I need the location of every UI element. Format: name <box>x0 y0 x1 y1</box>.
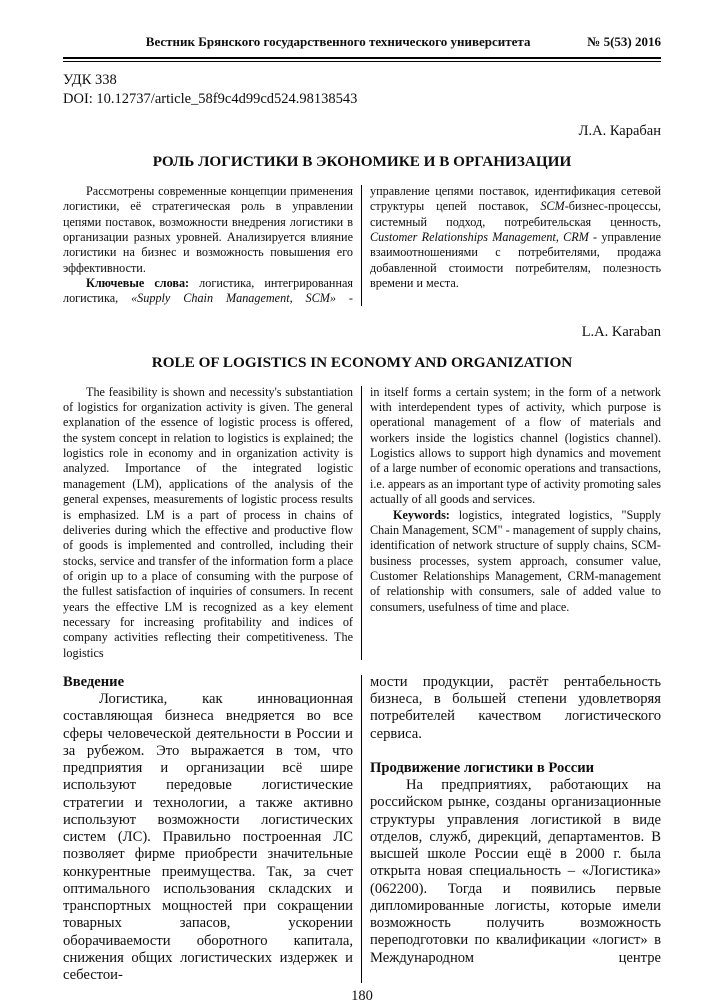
author-name-ru: Л.А. Карабан <box>578 123 661 139</box>
page-number: 180 <box>351 988 373 1004</box>
body-paragraph: На предприятиях, работающих на российском рынке, созданы организационные структуры управления логистикой в виде отделов, служб, дирекций, департаментов. В высшей школе России ещё в 2000 г. была открыта новая специальность – «Логистика» (062200). Тогда и появились первые дипломированные логисты, которые имели возможность получить возможность переподготовки по квалификации «логист» в Международном центре <box>370 777 661 966</box>
column-divider <box>361 185 362 306</box>
abstract-en <box>63 385 661 661</box>
body-paragraph-cont: мости продукции, растёт рентабельность бизнеса, в большей степени удовлетворяя потребителей качеством логистического сервиса. <box>370 673 661 742</box>
abstract-en-right-column <box>370 385 661 661</box>
body-right-column <box>370 674 661 985</box>
article-meta <box>63 71 661 109</box>
author-name-en: L.A. Karaban <box>581 323 661 340</box>
abstract-ru-keywords: Ключевые слова: логистика, интегрированная логистика, «Supply Chain Management, SCM» - <box>63 276 353 306</box>
udc-code: УДК 338 <box>63 72 117 88</box>
abstract-ru-right-column <box>370 184 661 307</box>
article-title-ru: РОЛЬ ЛОГИСТИКИ В ЭКОНОМИКЕ И В ОРГАНИЗАЦИИ <box>152 153 572 170</box>
header-double-rule <box>63 57 661 62</box>
abstract-ru-paragraph-cont: управление цепями поставок, идентификация сетевой структуры цепей поставок, SCM-бизнес-процессы, системный подход, потребительская ценность, Customer Relationships Management, CRM - управление взаимоотношениями с потребителями, продажа добавленной стоимости потребителям, полезность времени и места. <box>370 184 661 291</box>
body-paragraph: Логистика, как инновационная составляющая бизнеса внедряется во все сферы человеческой деятельности в России и за рубежом. Это выражается в том, что предприятия и организации всё шире используют передовые логистические стратегии и технологии, а также активно используют возможности логистических систем (ЛС). Правильно построенная ЛС позволяет фирме приобрести значительные конкурентные преимущества. Так, за счет оптимального использования складских и транспортных мощностей при сокращении товарных запасов, ускорении оборачиваемости оборотного капитала, снижения общих логистических издержек и себестои- <box>63 691 353 984</box>
section-heading-promotion: Продвижение логистики в России <box>370 759 595 776</box>
journal-title: Вестник Брянского государственного технического университета <box>145 34 531 49</box>
abstract-ru-paragraph: Рассмотрены современные концепции применения логистики, её стратегическая роль в управлении цепями поставок, возможности внедрения логистики в организации разных уровней. Анализируется влияние логистики на бизнес и возможность повышения его эффективности. <box>63 184 353 275</box>
section-heading-introduction: Введение <box>63 673 125 690</box>
abstract-ru-left-column <box>63 184 353 307</box>
article-title-en: ROLE OF LOGISTICS IN ECONOMY AND ORGANIZATION <box>151 353 573 371</box>
article-body <box>63 674 661 985</box>
body-left-column <box>63 674 353 985</box>
abstract-en-paragraph-cont: in itself forms a certain system; in the form of a network with interdependent types of activity, which purpose is operational management of a flow of materials and workers inside the logistics channel (logistics channel). Logistics allows to support high dynamics and movement of a large number of economic operations and transactions, i.e. appears as an important type of activity promoting sales actually of all goods and services. <box>370 384 661 507</box>
abstract-ru <box>63 184 661 307</box>
abstract-en-keywords: Keywords: logistics, integrated logistics, "Supply Chain Management, SCM" - management of supply chains, identification of network structure of supply chains, SCM-business processes, system approach, consumer value, Customer Relationships Management, CRM-management of relationship with consumers, sale of added value to consumers, usefulness of time and place. <box>370 507 661 614</box>
running-head <box>63 34 661 49</box>
issue-number: № 5(53) 2016 <box>587 34 661 49</box>
abstract-en-left-column <box>63 385 353 661</box>
column-divider <box>361 675 362 984</box>
doi-line: DOI: 10.12737/article_58f9c4d99cd524.98138543 <box>63 91 358 107</box>
column-divider <box>361 386 362 660</box>
abstract-en-paragraph: The feasibility is shown and necessity's substantiation of logistics for organization activity is given. The general explanation of the essence of logistic process is offered, the system concept in relation to logistics is explained; the logistics role in economy and in organization activity is analyzed. Importance of the integrated logistic management (LM), applications of the analysis of the general expenses, measurements of logistic process results is emphasized. LM is a part of process in chains of deliveries during which the effective and productive flow of goods is implemented and controlled, including their stocks, service and transfer of the information form a place of origin up to a place of consuming with the purpose of the fullest satisfaction of inquiries of consumers. In recent years the effective LM is recognized as a key element necessary for increasing profitability and indices of company activities reflecting their competitiveness. The logistics <box>63 384 353 660</box>
